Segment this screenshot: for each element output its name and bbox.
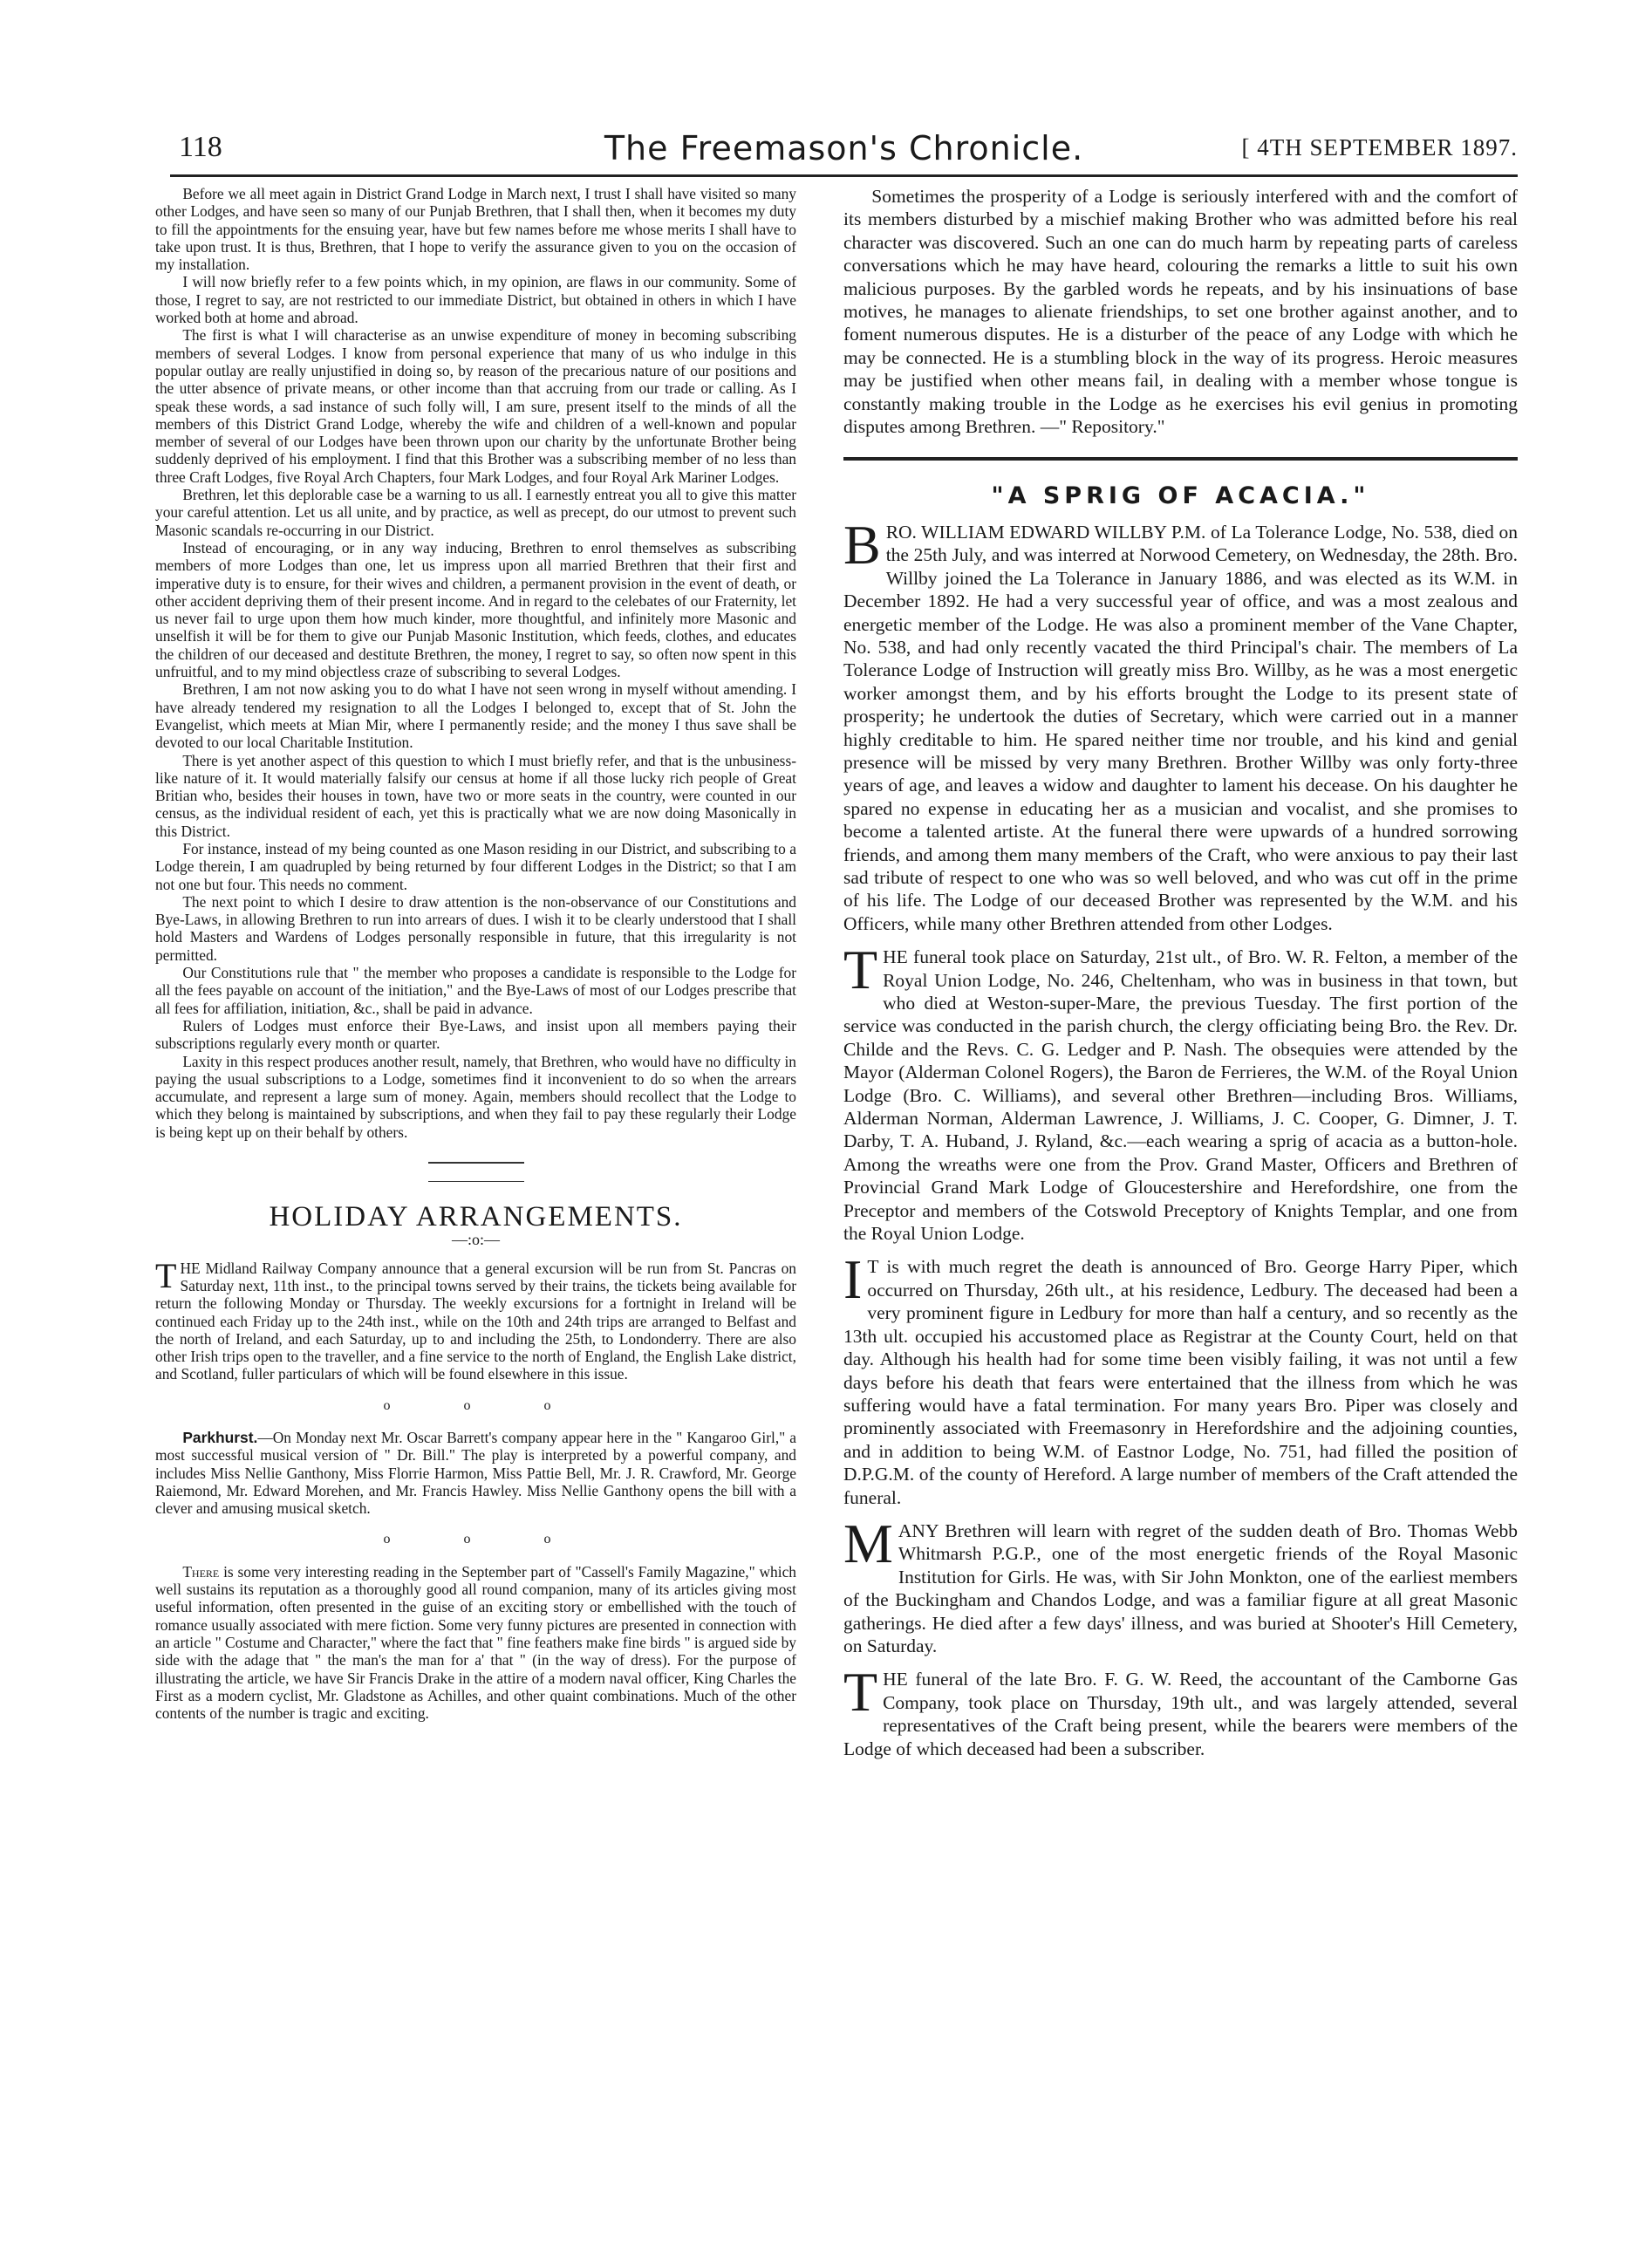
dropcap: T <box>843 939 878 1001</box>
dropcap: M <box>843 1512 893 1574</box>
address-paragraph: The first is what I will characterise as an unwise expenditure of money in becoming subscribing members of several Lodges. I know from personal experience that many of us who indulge in this popular outlay are really unjustified in doing so, by reason of the precarious nature of our positions and the utter absence of private means, or other income than that accruing from our trade or calling. As I speak these words, a sad instance of such folly will, I am sure, present itself to the minds of all the members of this District Grand Lodge, whereby the wife and children of a well-known and popular member of several of our Lodges have been thrown upon our charity by the unfortunate Brother being suddenly deprived of his employment. I find that this Brother was a subscribing member of no less than three Craft Lodges, five Royal Arch Chapters, four Mark Lodges, and four Royal Ark Mariner Lodges. <box>155 326 796 486</box>
section-rule <box>843 457 1518 461</box>
right-column <box>843 185 1518 1760</box>
address-paragraph: Our Constitutions rule that " the member who proposes a candidate is responsible to the Lodge for all the fees payable on account of the initiation," and the Bye-Laws of most of our Lodges prescribe that all fees for affiliation, initiation, &c., shall be paid in advance. <box>155 964 796 1017</box>
page-header <box>170 131 1518 173</box>
dropcap: B <box>843 513 881 576</box>
address-paragraph: Rulers of Lodges must enforce their Bye-Laws, and insist upon all members paying their subscriptions regularly every month or quarter. <box>155 1016 796 1053</box>
address-paragraph: The next point to which I desire to draw attention is the non-observance of our Constitutions and Bye-Laws, in allowing Brethren to run into arrears of dues. I wish it to be clearly understood that I shall hold Masters and Wardens of Lodges personally responsible in future, that this irregularity is not permitted. <box>155 892 796 964</box>
separator-ornament: o o o <box>383 1532 586 1547</box>
holiday-article <box>155 1255 796 1383</box>
publication-title: The Freemason's Chronicle. <box>604 129 1084 167</box>
dropcap: T <box>155 1255 177 1295</box>
holiday-text: HE Midland Railway Company announce that a general excursion will be run from St. Pancras on Saturday next, 11th inst., to the principal towns served by their trains, the tickets being available for return the following Monday or Thursday. The weekly excursions for a fortnight in Ireland will be continued each Friday up to the 24th inst., while on the 10th and 24th trips are arranged to Belfast and the north of Ireland, and each Saturday, up to and including the 25th, to Londonderry. There are also other Irish trips open to the traveller, and a fine service to the north of England, the English Lake district, and Scotland, fuller particulars of which will be found elsewhere in this issue. <box>155 1259 796 1383</box>
cassells-text: is some very interesting reading in the September part of "Cassell's Family Magazine," which well sustains its reputation as a thoroughly good all round companion, many of its articles giving most useful information, often presented in the guise of an exciting story or embellished with the touch of romance usually associated with mere fiction. Some very funny pictures are presented in connection with an article " Costume and Character," where the fact that " fine feathers make fine birds " is argued side by side with the adage that " the man's the man for a' that " (in the way of dress). For the purpose of illustrating the article, we have Sir Francis Drake in the attire of a modern naval officer, King Charles the First as a modern cyclist, Mr. Gladstone as Achilles, and other quaint combinations. Much of the other contents of the number is tragic and exciting. <box>155 1562 796 1723</box>
separator-ornament: o o o <box>383 1397 586 1413</box>
address-paragraph: I will now briefly refer to a few points which, in my opinion, are flaws in our community. Some of those, I regret to say, are not restricted to our immediate District, but obtained in others in which I have worked both at home and abroad. <box>155 273 796 327</box>
dropcap: T <box>843 1661 878 1724</box>
obituary-text: HE funeral of the late Bro. F. G. W. Reed, the accountant of the Camborne Gas Company, took place on Thursday, 19th ult., and was largely attended, several representatives of the Craft being present, while the bearers were members of the Lodge of which deceased had been a subscriber. <box>843 1669 1518 1759</box>
holiday-submark: —:o:— <box>451 1231 500 1249</box>
obituary-piper <box>843 1248 1518 1508</box>
address-paragraph: Brethren, let this deplorable case be a warning to us all. I earnestly entreat you all to give this matter your careful attention. Let us all unite, and by practice, as well as precept, do our utmost to prevent such Masonic scandals re-occurring in our District. <box>155 486 796 539</box>
obituary-text: HE funeral took place on Saturday, 21st ult., of Bro. W. R. Felton, a member of the Royal Union Lodge, No. 246, Cheltenham, who was in business in that town, but who died at Weston-super-Mare, the previous Tuesday. The first portion of the service was conducted in the parish church, the clergy officiating being Bro. the Rev. Dr. Childe and the Revs. C. G. Ledger and P. Nash. The obsequies were attended by the Mayor (Alderman Colonel Rogers), the Baron de Ferrieres, the W.M. of the Royal Union Lodge (Bro. C. Williams), and several other Brethren—including Bros. Williams, Alderman Norman, Alderman Lawrence, J. Williams, J. C. Cooper, G. Dimner, J. T. Darby, T. A. Huband, J. Ryland, &c.—each wearing a sprig of acacia as a button-hole. Among the wreaths were one from the Prov. Grand Master, Officers and Brethren of Provincial Grand Mark Lodge of Gloucestershire and Herefordshire, one from the Preceptor and members of the Cotswold Preceptory of Knights Templar, and one from the Royal Union Lodge. <box>843 946 1518 1245</box>
parkhurst-text: —On Monday next Mr. Oscar Barrett's company appear here in the " Kangaroo Girl," a most successful musical version of " Dr. Bill." The play is interpreted by a powerful company, and includes Miss Nellie Ganthony, Miss Florrie Harmon, Miss Pattie Bell, Mr. J. R. Crawford, Mr. George Raiemond, Mr. Edward Morehen, and Mr. Francis Hawley. Miss Nellie Ganthony opens the bill with a clever and amusing musical sketch. <box>155 1429 796 1518</box>
section-divider <box>428 1181 524 1182</box>
acacia-heading: "A SPRIG OF ACACIA." <box>991 482 1370 510</box>
obituary-felton <box>843 939 1518 1245</box>
address-paragraph: Before we all meet again in District Grand Lodge in March next, I trust I shall have visited so many other Lodges, and have seen so many of our Punjab Brethren, that I shall then, when it becomes my duty to fill the appointments for the ensuing year, have but few names before me whose merits I shall have to take upon trust. It is thus, Brethren, that I hope to verify the assurance given to you on the occasion of my installation. <box>155 185 796 274</box>
section-divider <box>428 1162 524 1164</box>
obituary-whitmarsh <box>843 1512 1518 1657</box>
page-number: 118 <box>179 131 222 163</box>
repository-article: Sometimes the prosperity of a Lodge is seriously interfered with and the comfort of its members disturbed by a mischief making Brother who was admitted before his real character was discovered. Such an one can do much harm by repeating parts of careless conversations which he may have heard, colouring the remarks a little to suit his own malicious purposes. By the garbled words he repeats, and by his insinuations of base motives, he manages to alienate friendships, to set one brother against another, and to foment numerous disputes. He is a disturber of the peace of any Lodge with which he may be connected. He is a stumbling block in the way of its progress. Heroic measures may be justified when other means fail, in dealing with a member whose tongue is constantly making trouble in the Lodge as he exercises his evil genius in promoting disputes among Brethren. —" Repository." <box>843 186 1518 438</box>
cassells-article <box>155 1563 796 1723</box>
parkhurst-run-in: Parkhurst. <box>182 1429 258 1446</box>
obituary-text: T is with much regret the death is announced of Bro. George Harry Piper, which occurred on Thursday, 26th ult., at his residence, Ledbury. The deceased had been a very prominent figure in Ledbury for more than half a century, and so recently as the 13th ult. occupied his accustomed place as Registrar at the County Court, held on that day. Although his health had for some time been visibly failing, it was not until a few days before his death that fears were entertained that the illness from which he was suffering would have a fatal termination. For many years Bro. Piper was closely and prominently associated with Freemasonry in Herefordshire and the adjoining counties, and in addition to being W.M. of Eastnor Lodge, No. 751, had filled the position of D.P.G.M. of the county of Hereford. A large number of members of the Craft attended the funeral. <box>843 1256 1518 1508</box>
obituary-text: RO. WILLIAM EDWARD WILLBY P.M. of La Tolerance Lodge, No. 538, died on the 25th July, and was interred at Norwood Cemetery, on Wednesday, the 28th. Bro. Willby joined the La Tolerance in January 1886, and was elected as its W.M. in December 1892. He had a very successful year of office, and was a most zealous and energetic member of the Lodge. He was also a prominent member of the Vane Chapter, No. 538, and had only recently vacated the third Principal's chair. The members of La Tolerance Lodge of Instruction will greatly miss Bro. Willby, as he was a most energetic worker amongst them, and by his efforts brought the Lodge to its present state of prosperity; he undertook the duties of Secretary, which were carried out in a manner highly creditable to him. He spared neither time nor trouble, and his kind and genial presence will be missed by very many Brethren. Brother Willby was only forty-three years of age, and leaves a widow and daughter to lament his decease. On his daughter he spared no expense in educating her as a musician and vocalist, and she promises to become a talented artiste. At the funeral there were upwards of a hundred sorrowing friends, and among them many members of the Craft, who were anxious to pay their last sad tribute of respect to one who was so well beloved, and who was cut off in the prime of his life. The Lodge of our deceased Brother was represented by the W.M. and his Officers, while many other Brethren attended from other Lodges. <box>843 521 1518 934</box>
holiday-heading: HOLIDAY ARRANGEMENTS. <box>269 1201 683 1233</box>
obituary-text: ANY Brethren will learn with regret of the sudden death of Bro. Thomas Webb Whitmarsh P.G.P., one of the most energetic friends of the Royal Masonic Institution for Girls. He was, with Sir John Monkton, one of the earliest members of the Buckingham and Chandos Lodge, and was a familiar figure at all great Masonic gatherings. He died after a few days' illness, and was buried at Shooter's Hill Cemetery, on Saturday. <box>843 1519 1518 1656</box>
left-column <box>155 185 796 1722</box>
issue-date: [ 4TH SEPTEMBER 1897. <box>1241 134 1518 160</box>
parkhurst-article <box>155 1429 796 1517</box>
address-paragraph: Instead of encouraging, or in any way inducing, Brethren to enrol themselves as subscribing members of more Lodges than one, let us impress upon all married Brethren that their first and imperative duty is to ensure, for their wives and children, a permanent provision in the event of death, or other accident depriving them of their present income. And in regard to the celebates of our Fraternity, let us never fail to urge upon them how much kinder, more thoughtful, and infinitely more Masonic and unselfish it will be for them to give our Punjab Masonic Institution, which feeds, clothes, and educates the children of our deceased and destitute Brethren, the money, I regret to say, so often now spent in this unfruitful, and to my mind objectless craze of subscribing to several Lodges. <box>155 538 796 681</box>
obituary-reed <box>843 1661 1518 1760</box>
address-paragraph: Laxity in this respect produces another result, namely, that Brethren, who would have no difficulty in paying the usual subscriptions to a Lodge, sometimes find it inconvenient to do so when the arrears accumulate, and represent a large sum of money. Again, members should recollect that the Lodge to which they belong is maintained by subscriptions, and when they fail to pay these regularly their Lodge is being kept up on their behalf by others. <box>155 1052 796 1141</box>
address-paragraph: Brethren, I am not now asking you to do what I have not seen wrong in myself without amending. I have already tendered my resignation to all the Lodges I belonged to, except that of St. John the Evangelist, which meets at Mian Mir, where I permanently reside; and the money I thus save shall be devoted to our local Charitable Institution. <box>155 680 796 752</box>
obituary-willby <box>843 513 1518 935</box>
address-paragraph: For instance, instead of my being counted as one Mason residing in our District, and subscribing to a Lodge therein, I am quadrupled by being returned by four different Lodges in the District; so that I am not one but four. This needs no comment. <box>155 839 796 893</box>
address-paragraph: There is yet another aspect of this question to which I must briefly refer, and that is the unbusiness-like nature of it. It would materially falsify our census at home if all those lucky rich people of Great Britian who, besides their houses in town, have two or more seats in the country, were counted in our census, as the individual resident of each, yet this is practically what we are now doing Masonically in this District. <box>155 751 796 840</box>
header-rule <box>170 174 1518 177</box>
cassells-run-in: There <box>182 1562 220 1581</box>
dropcap: I <box>843 1248 863 1311</box>
